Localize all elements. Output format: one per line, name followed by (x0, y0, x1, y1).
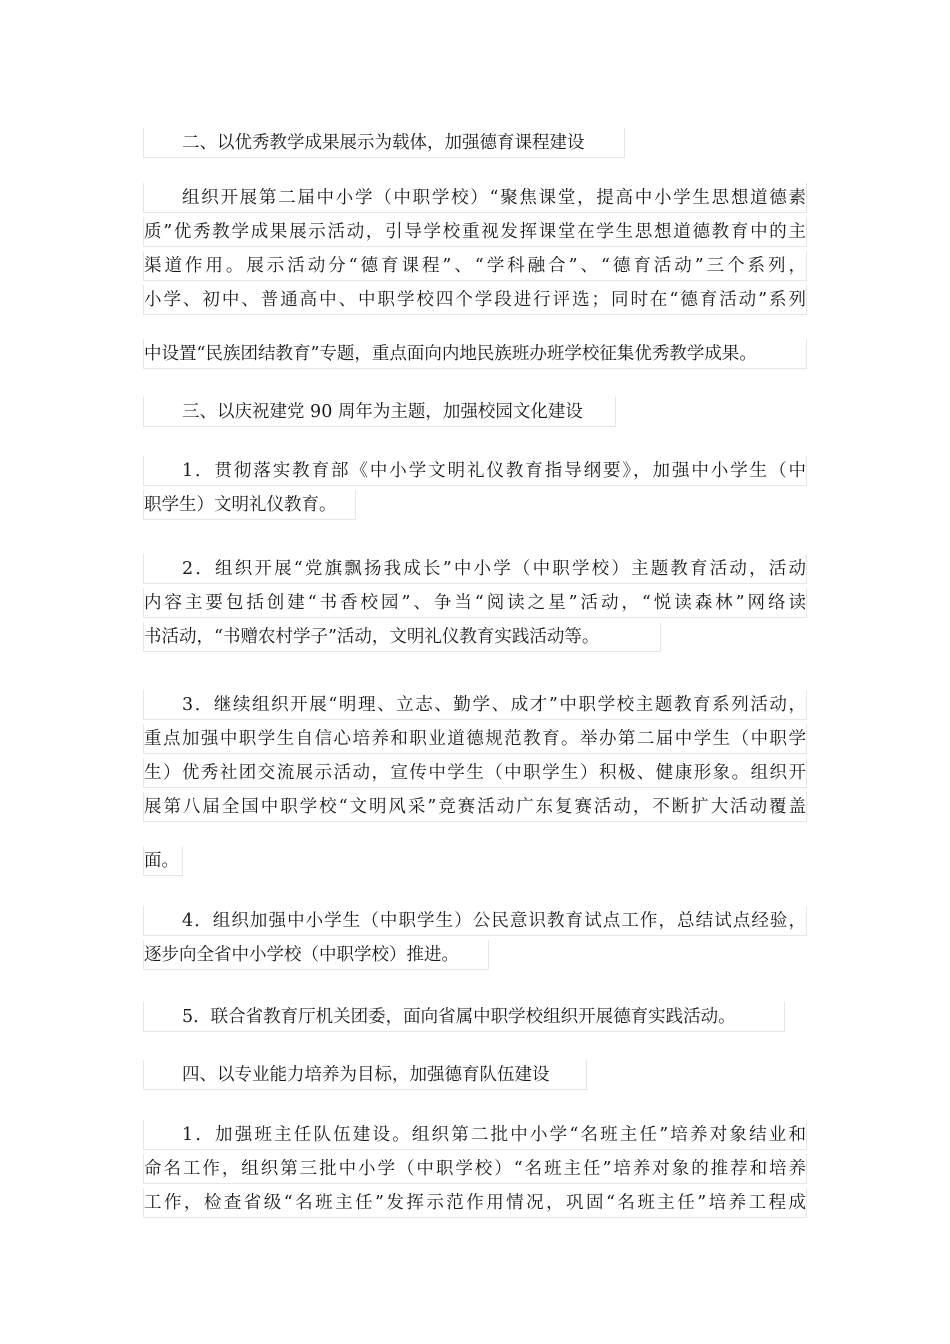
paragraph-line: 1．加强班主任队伍建设。组织第二批中小学“名班主任”培养对象结业和 (143, 1120, 807, 1150)
section-heading-4: 四、以专业能力培养为目标，加强德育队伍建设 (143, 1060, 587, 1090)
paragraph-line: 内容主要包括创建“书香校园”、争当“阅读之星”活动，“悦读森林”网络读 (143, 588, 807, 618)
paragraph-line: 命名工作，组织第三批中小学（中职学校）“名班主任”培养对象的推荐和培养 (143, 1154, 807, 1184)
paragraph-line: 组织开展第二届中小学（中职学校）“聚焦课堂，提高中小学生思想道德素 (143, 183, 807, 213)
paragraph-line: 4．组织加强中小学生（中职学生）公民意识教育试点工作，总结试点经验， (143, 906, 807, 936)
paragraph-line: 职学生）文明礼仪教育。 (143, 490, 356, 520)
paragraph-line: 1．贯彻落实教育部《中小学文明礼仪教育指导纲要》，加强中小学生（中 (143, 456, 807, 486)
paragraph-line: 小学、初中、普通高中、中职学校四个学段进行评选；同时在“德育活动”系列 (143, 285, 807, 315)
paragraph-line: 3．继续组织开展“明理、立志、勤学、成才”中职学校主题教育系列活动， (143, 690, 807, 720)
paragraph-line: 生）优秀社团交流展示活动，宣传中学生（中职学生）积极、健康形象。组织开 (143, 758, 807, 788)
paragraph-line: 逐步向全省中小学校（中职学校）推进。 (143, 940, 489, 970)
paragraph-line: 展第八届全国中职学校“文明风采”竞赛活动广东复赛活动，不断扩大活动覆盖 (143, 792, 807, 822)
section-heading-2: 二、以优秀教学成果展示为载体，加强德育课程建设 (143, 128, 625, 158)
paragraph-line: 工作，检查省级“名班主任”发挥示范作用情况，巩固“名班主任”培养工程成 (143, 1188, 807, 1218)
paragraph-line: 面。 (143, 846, 183, 876)
paragraph-line: 5．联合省教育厅机关团委，面向省属中职学校组织开展德育实践活动。 (143, 1002, 785, 1032)
paragraph-line: 2．组织开展“党旗飘扬我成长”中小学（中职学校）主题教育活动，活动 (143, 554, 807, 584)
paragraph-line: 书活动，“书赠农村学子”活动，文明礼仪教育实践活动等。 (143, 622, 661, 652)
section-heading-3: 三、以庆祝建党 90 周年为主题，加强校园文化建设 (143, 397, 616, 427)
paragraph-line: 质”优秀教学成果展示活动，引导学校重视发挥课堂在学生思想道德教育中的主 (143, 217, 807, 247)
paragraph-line: 重点加强中职学生自信心培养和职业道德规范教育。举办第二届中学生（中职学 (143, 724, 807, 754)
paragraph-line: 中设置“民族团结教育”专题，重点面向内地民族班办班学校征集优秀教学成果。 (143, 339, 807, 369)
paragraph-line: 渠道作用。展示活动分“德育课程”、“学科融合”、“德育活动”三个系列， (143, 251, 807, 281)
